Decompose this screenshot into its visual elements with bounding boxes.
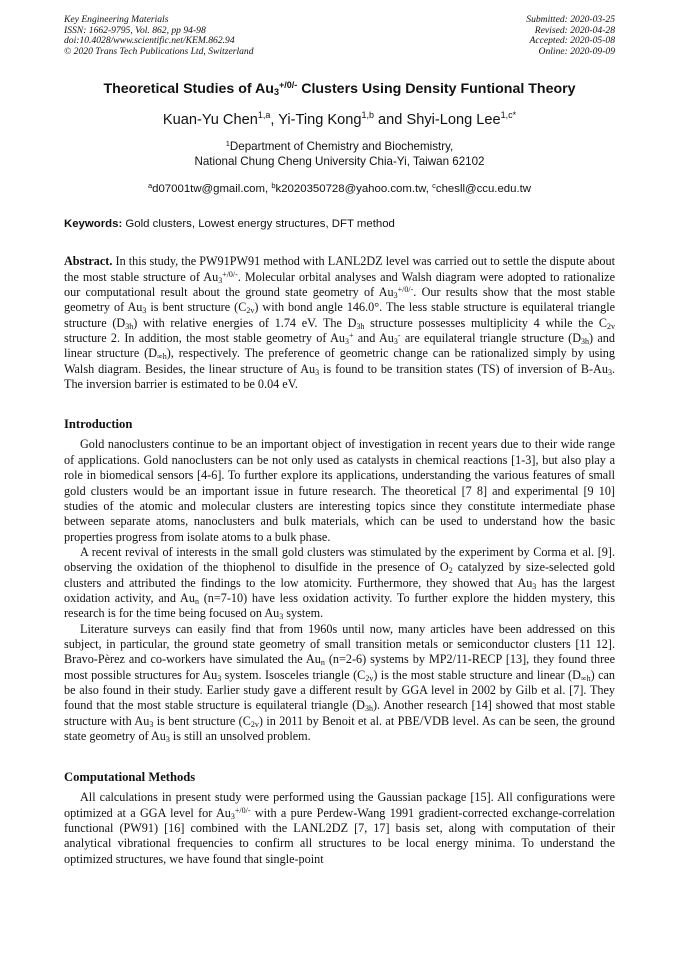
keywords: Keywords: Gold clusters, Lowest energy structures, DFT method [64,218,395,231]
accepted-date: Accepted: 2020-05-08 [529,35,615,47]
journal-info [64,15,254,57]
paper-page [64,15,615,867]
abstract: Abstract. In this study, the PW91PW91 method with LANL2DZ level was carried out to settle the dispute about the most stable structure of $Au_3^{+/0/-}$. Molecular orbital analyses and Walsh diagram were adopted to rationalize our computational result about the ground state geometry of $Au_3^{+/0/-}$. Our results show that the most stable geometry of $Au_3$ is bent structure $(C_{2v})$ with bond angle 146.0°. The less stable structure is equilateral triangle structure $(D_{3h})$ with relative energies of 1.74 eV. The $D_{3h}$ structure possesses multiplicity 4 while the $C_{2v}$ structure 2. In addition, the most stable geometry of $Au_3^+$ and $Au_3^-$ are equilateral triangle structure $(D_{3h})$ and linear structure $(D_{\infty h})$, respectively. The preference of geometric change can be rationalized simply by using Walsh diagram. Besides, the linear structure of $Au_3$ is found to be transition states (TS) of inversion of $B-Au_3$. The inversion barrier is estimated to be 0.04 eV. [64,254,616,392]
paragraph: All calculations in present study were performed using the Gaussian package [15]. All configurations were optimized at a GGA level for $Au_3^{+/0/-}$ with a pure Perdew-Wang 1991 gradient-corrected exchange-correlation functional (PW91) [16] combined with the LANL2DZ [7, 17] basis set, along with computation of their analytical vibrational frequencies to confirm all structures to be local energy minima. To understand the optimized structures, we have found that single-point [64,790,616,866]
journal-header [64,15,615,57]
online-date: Online: 2020-09-09 [538,45,615,57]
introduction-heading: Introduction [64,417,133,432]
author-name: Yi-Ting Kong [278,112,362,129]
email-link[interactable]: chesll@ccu.edu.tw [435,183,532,196]
journal-name: Key Engineering Materials [64,14,169,25]
submitted-date: Submitted: 2020-03-25 [526,14,615,25]
paper-title: Theoretical Studies of $Au_3^{+/0/-}$ Clusters Using Density Funtional Theory [103,80,576,98]
paragraph: Literature surveys can easily find that from 1960s until now, many articles have been addressed on this subject, in particular, the ground state geometry of small transition metals or semiconductor clusters [11 12]. Bravo-Pèrez and co-workers have simulated the $Au_n$ (n=2-6) systems by MP2/11-RECP [13], they found three most possible structures for $Au_3$ system. Isosceles triangle $(C_{2v})$ is the most stable structure and linear $(D_{\infty h})$ can be also found in their study. Earlier study gave a different result by GGA level in 2002 by Gilb et al. [7]. They found that the most stable structure is equilateral triangle $(D_{3h})$. Another research [14] showed that most stable structure with $Au_3$ is bent structure $(C_{2v})$ in 2011 by Benoit et al. at PBE/VDB level. As can be seen, the ground state geometry of $Au_3$ is still an unsolved problem. [64,621,616,744]
introduction-body [64,437,615,744]
revised-date: Revised: 2020-04-28 [534,24,615,36]
author-list: Kuan-Yu Chen$^{1,a}$, Yi-Ting Kong$^{1,b}$ and Shyi-Long Lee$^{1,c*}$ [162,110,517,129]
copyright: © 2020 Trans Tech Publications Ltd, Switzerland [64,45,254,57]
methods-heading: Computational Methods [64,770,196,785]
affiliation: $^1$Department of Chemistry and Biochemistry, National Chung Cheng University Chia-Yi, Taiwan 62102 [194,139,485,169]
author-emails: $^a$d07001tw@gmail.com, $^b$k2020350728@yahoo.com.tw, $^c$chesll@ccu.edu.tw [147,181,532,196]
issn: ISSN: 1662-9795, Vol. 862, pp 94-98 [64,24,206,36]
paragraph: A recent revival of interests in the small gold clusters was stimulated by the experiment by Corma et al. [9]. observing the oxidation of the thiophenol to disulfide in the presence of $O_2$ catalyzed by size-selected gold clusters and attributed the findings to the low atomicity. Furthermore, they showed that $Au_3$ has the largest oxidation activity, and $Au_n$ (n=7-10) have less oxidation activity. To further explore the hidden mystery, this research is for the time being focused on $Au_3$ system. [64,544,615,622]
paragraph: Gold nanoclusters continue to be an important object of investigation in recent years due to their wide range of applications. Gold nanoclusters can be not only used as catalysts in chemical reactions [1-3], but also play a role in biomedical sensors [4-6]. To further explore its applications, understanding the various features of small gold clusters would be an important issue in future research. The theoretical [7 8] and experimental [9 10] studies of the atomic and molecular clusters are interesting topics since they constitute intermediate phase between separate atoms, nanoclusters and bulk materials, which can be used to understand how the basic properties progress from isolate atoms to a bulk phase. [64,437,615,544]
methods-body [64,790,615,867]
publication-dates [526,15,615,57]
email-link[interactable]: k2020350728@yahoo.com.tw [275,183,426,196]
author-name: Kuan-Yu Chen [162,112,258,129]
email-link[interactable]: d07001tw@gmail.com [152,183,266,196]
doi: doi:10.4028/www.scientific.net/KEM.862.94 [64,35,235,47]
author-name: Shyi-Long Lee [406,112,501,129]
